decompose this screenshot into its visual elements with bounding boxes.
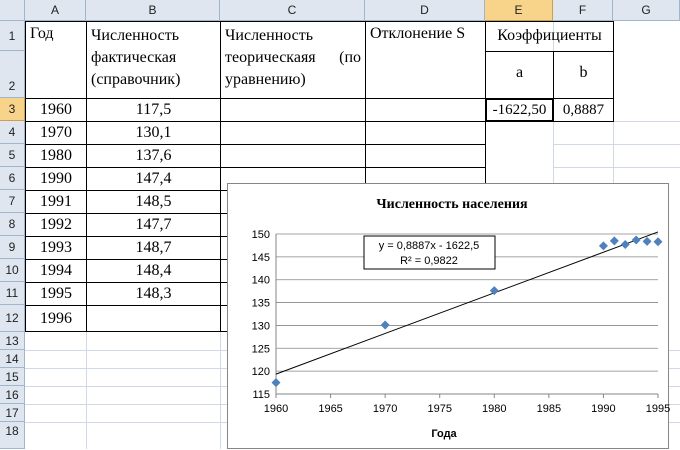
table-cell-actual[interactable] [86, 305, 221, 332]
y-tick-label: 135 [251, 297, 270, 310]
y-tick-label: 130 [251, 320, 270, 333]
data-point[interactable] [610, 236, 619, 245]
table-cell-year[interactable]: 1980 [25, 144, 87, 168]
data-point[interactable] [632, 235, 641, 244]
y-tick-label: 115 [252, 389, 270, 401]
row-header-18[interactable]: 18 [0, 422, 25, 449]
row-header-2[interactable]: 2 [0, 51, 25, 98]
table-cell-theoretical[interactable] [220, 121, 366, 145]
table-cell-year[interactable]: 1994 [25, 259, 87, 283]
table-cell-actual[interactable]: 148,7 [86, 236, 221, 260]
x-tick-label: 1970 [372, 403, 398, 415]
table-cell-deviation[interactable] [365, 98, 486, 122]
row-header-7[interactable]: 7 [0, 190, 25, 213]
table-cell-deviation[interactable] [365, 121, 486, 145]
data-point[interactable] [272, 378, 281, 387]
coef-b-value[interactable]: 0,8887 [553, 98, 614, 122]
data-point[interactable] [621, 240, 630, 249]
row-header-6[interactable]: 6 [0, 167, 25, 190]
header-theoretical[interactable]: Численность теорическаяя (по уравнению) [220, 21, 366, 99]
table-cell-year[interactable]: 1970 [25, 121, 87, 145]
row-header-16[interactable]: 16 [0, 386, 25, 404]
header-year[interactable]: Год [25, 21, 87, 99]
header-coefficients[interactable]: Коэффициенты [485, 21, 614, 52]
row-header-11[interactable]: 11 [0, 282, 25, 305]
row-header-3[interactable]: 3 [0, 98, 25, 121]
data-point[interactable] [381, 320, 390, 329]
table-cell-year[interactable]: 1992 [25, 213, 87, 237]
table-cell-actual[interactable]: 130,1 [86, 121, 221, 145]
data-point[interactable] [643, 237, 652, 246]
scatter-chart[interactable] [227, 183, 669, 449]
table-cell-year[interactable]: 1993 [25, 236, 87, 260]
y-tick-label: 150 [251, 229, 270, 241]
header-coef-a[interactable]: a [485, 51, 554, 99]
column-header-b[interactable]: B [86, 0, 220, 21]
row-header-13[interactable]: 13 [0, 332, 25, 350]
trendline-equation: y = 0,8887x - 1622,5 [378, 240, 480, 252]
y-tick-label: 145 [251, 251, 270, 264]
table-cell-actual[interactable]: 137,6 [86, 144, 221, 168]
chart-title: Численность населения [376, 197, 528, 212]
x-tick-label: 1985 [536, 403, 562, 415]
table-cell-actual[interactable]: 148,4 [86, 259, 221, 283]
table-cell-actual[interactable]: 147,7 [86, 213, 221, 237]
column-header-a[interactable]: A [25, 0, 86, 21]
x-tick-label: 1965 [318, 403, 343, 415]
x-tick-label: 1980 [482, 403, 507, 415]
header-deviation[interactable]: Отклонение S [365, 21, 486, 99]
y-tick-label: 120 [251, 366, 270, 379]
y-tick-label: 125 [251, 343, 270, 356]
column-header-e[interactable]: E [485, 0, 553, 21]
header-actual[interactable]: Численность фактическая (справочник) [86, 21, 221, 99]
data-point[interactable] [599, 241, 608, 250]
row-header-10[interactable]: 10 [0, 259, 25, 282]
coef-a-value[interactable]: -1622,50 [485, 98, 554, 122]
y-tick-label: 140 [251, 274, 270, 287]
table-cell-year[interactable]: 1960 [25, 98, 87, 122]
x-tick-label: 1960 [263, 403, 289, 415]
x-axis-label: Года [431, 428, 457, 440]
table-cell-theoretical[interactable] [220, 98, 366, 122]
table-cell-actual[interactable]: 147,4 [86, 167, 221, 191]
header-coef-b[interactable]: b [553, 51, 614, 99]
table-cell-year[interactable]: 1991 [25, 190, 87, 214]
table-cell-actual[interactable]: 148,5 [86, 190, 221, 214]
table-cell-actual[interactable]: 117,5 [86, 98, 221, 122]
x-tick-label: 1975 [427, 403, 452, 415]
row-header-14[interactable]: 14 [0, 350, 25, 368]
row-header-4[interactable]: 4 [0, 121, 25, 144]
row-header-8[interactable]: 8 [0, 213, 25, 236]
row-header-12[interactable]: 12 [0, 305, 25, 332]
x-tick-label: 1995 [645, 403, 670, 415]
chart-canvas [228, 184, 670, 450]
row-header-15[interactable]: 15 [0, 368, 25, 386]
column-header-c[interactable]: C [220, 0, 365, 21]
table-cell-theoretical[interactable] [220, 144, 366, 168]
table-cell-year[interactable]: 1990 [25, 167, 87, 191]
table-cell-year[interactable]: 1995 [25, 282, 87, 306]
x-tick-label: 1990 [591, 403, 616, 415]
column-header-f[interactable]: F [553, 0, 613, 21]
column-header-d[interactable]: D [365, 0, 485, 21]
table-cell-deviation[interactable] [365, 144, 486, 168]
select-all-corner[interactable] [0, 0, 25, 21]
row-header-9[interactable]: 9 [0, 236, 25, 259]
trendline-label[interactable] [364, 236, 495, 269]
data-point[interactable] [654, 237, 663, 246]
table-cell-actual[interactable]: 148,3 [86, 282, 221, 306]
trendline-r2: R² = 0,9822 [400, 255, 458, 267]
row-header-17[interactable]: 17 [0, 404, 25, 422]
column-header-g[interactable]: G [613, 0, 680, 21]
row-header-1[interactable]: 1 [0, 21, 25, 51]
row-header-5[interactable]: 5 [0, 144, 25, 167]
table-cell-year[interactable]: 1996 [25, 305, 87, 332]
